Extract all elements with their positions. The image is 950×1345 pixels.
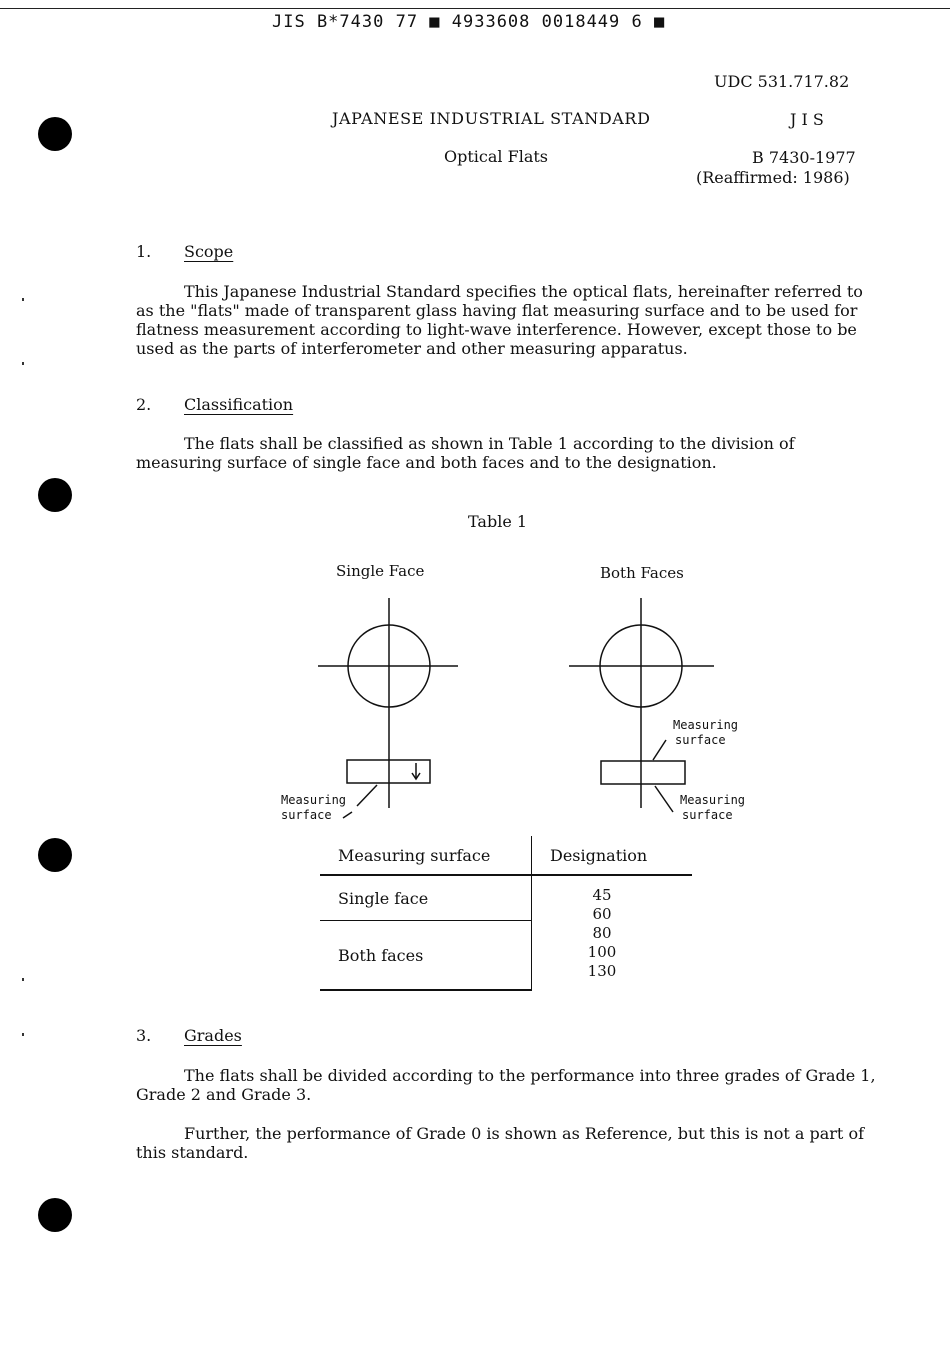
single-face-leader: [357, 785, 377, 806]
standard-title: JAPANESE INDUSTRIAL STANDARD: [332, 109, 651, 128]
label-line: surface: [281, 808, 332, 822]
both-faces-side-rect: [601, 761, 685, 784]
classification-table: [320, 836, 692, 991]
designation-value: 130: [587, 961, 617, 980]
cell-both-faces: Both faces: [320, 921, 532, 991]
label-line: surface: [675, 733, 726, 747]
designation-value: 80: [592, 923, 612, 942]
document-code-line: JIS B*7430 77 ■ 4933608 0018449 6 ■: [272, 12, 666, 32]
grades-paragraph: The flats shall be divided according to the performance into three grades of Grade 1, Grade 2 and Grade 3.: [136, 1066, 876, 1104]
measuring-surface-label-both-bottom: [680, 793, 745, 823]
both-faces-leader-top: [653, 740, 666, 760]
label-line: Measuring: [281, 793, 347, 807]
reaffirmed-date: (Reaffirmed: 1986): [696, 168, 850, 187]
udc-number: UDC 531.717.82: [714, 72, 850, 91]
section-title-scope: Scope: [184, 242, 234, 261]
grade-zero-paragraph: Further, the performance of Grade 0 is shown as Reference, but this is not a part of this standard.: [136, 1124, 864, 1162]
table-row: [320, 875, 692, 921]
jis-mark: J I S: [790, 110, 824, 129]
standard-number: B 7430-1977: [752, 148, 856, 167]
section-number: 3.: [136, 1026, 152, 1045]
section-title-classification: Classification: [184, 395, 294, 414]
cell-designations: [532, 875, 693, 990]
designation-value: 60: [592, 904, 612, 923]
scope-paragraph: This Japanese Industrial Standard specifies the optical flats, hereinafter referred to as the "flats" made of transparent glass having flat measuring surface and to be used for flatness measurement according to light-wave interference. However, except those to be used as the parts of interferometer and other measuring apparatus.: [136, 282, 863, 358]
document-subject: Optical Flats: [444, 147, 549, 166]
section-number: 1.: [136, 242, 152, 261]
header-measuring-surface: Measuring surface: [320, 836, 532, 875]
label-line: Measuring: [673, 718, 739, 732]
measuring-surface-label-both-top: [673, 718, 738, 748]
both-faces-leader-bottom: [655, 786, 673, 812]
header-designation: Designation: [532, 836, 693, 875]
designation-value: 100: [587, 942, 617, 961]
label-line: surface: [682, 808, 733, 822]
cell-single-face: Single face: [320, 875, 532, 921]
figure-label-both-faces: Both Faces: [600, 564, 684, 582]
figure-label-single-face: Single Face: [336, 562, 425, 580]
section-title-grades: Grades: [184, 1026, 242, 1045]
designation-value: 45: [592, 885, 612, 904]
table-caption: Table 1: [468, 512, 528, 531]
classification-paragraph: The flats shall be classified as shown in Table 1 according to the division of measuring surface of single face and both faces and to the designation.: [136, 434, 795, 472]
table-header-row: [320, 836, 692, 875]
label-line: Measuring: [680, 793, 746, 807]
measuring-surface-label-single: [281, 793, 346, 823]
section-number: 2.: [136, 395, 152, 414]
